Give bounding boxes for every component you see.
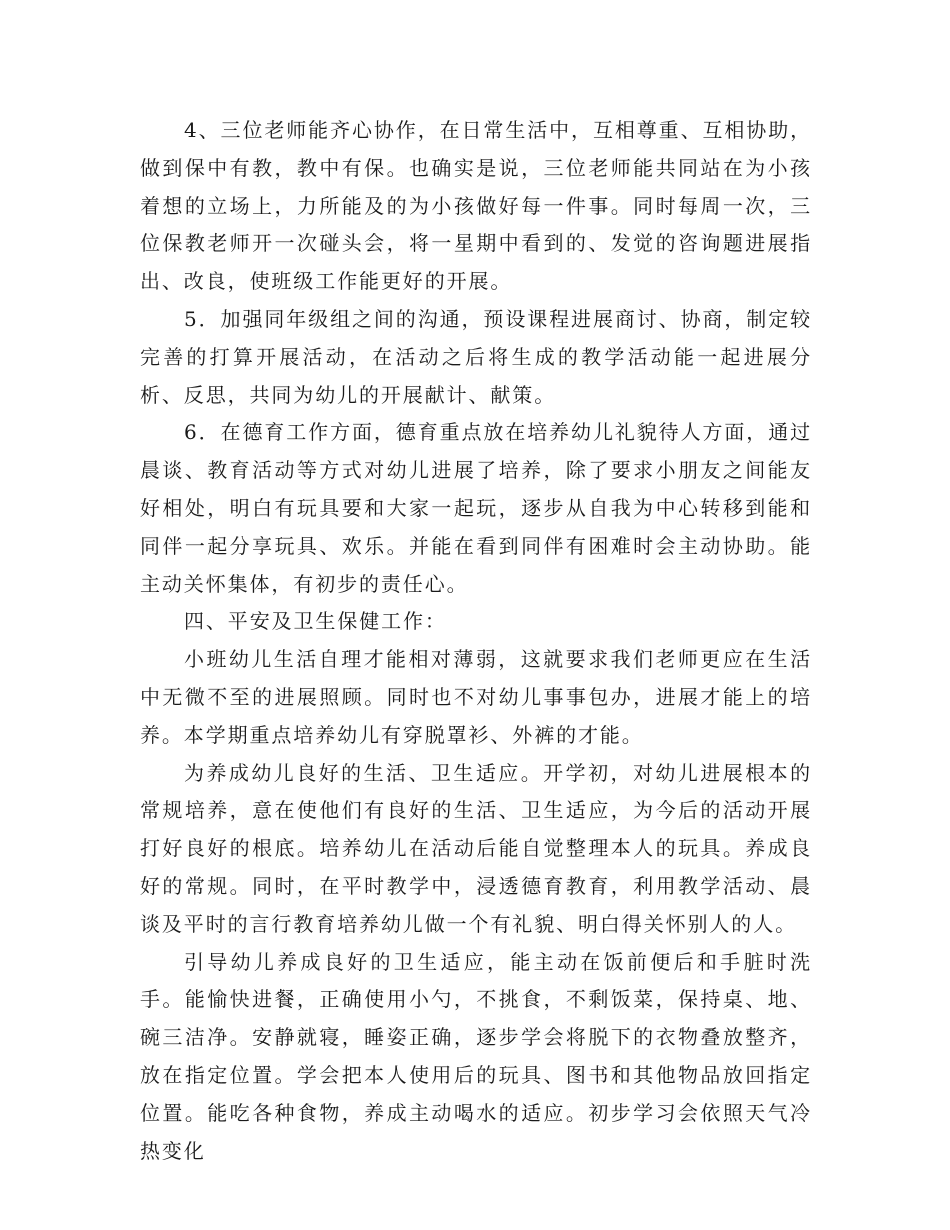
paragraph-hygiene-habits: 引导幼儿养成良好的卫生适应，能主动在饭前便后和手脏时洗手。能愉快进餐，正确使用小勺，不挑食，不剩饭菜，保持桌、地、碗三洁净。安静就寝，睡姿正确，逐步学会将脱下的衣物叠放整齐，放在指定位置。学会把本人使用后的玩具、图书和其他物品放回指定位置。能吃各种食物，养成主动喝水的适应。初步学习会依照天气冷热变化 (140, 949, 812, 1163)
paragraph-habits-routine: 为养成幼儿良好的生活、卫生适应。开学初，对幼儿进展根本的常规培养，意在使他们有良好的生活、卫生适应，为今后的活动开展打好良好的根底。培养幼儿在活动后能自觉整理本人的玩具。养成良好的常规。同时，在平时教学中，浸透德育教育，利用教学活动、晨谈及平时的言行教育培养幼儿做一个有礼貌、明白得关怀别人的人。 (140, 760, 812, 936)
section-heading-safety-health: 四、平安及卫生保健工作： (184, 609, 447, 634)
paragraph-grade-communication: 5．加强同年级组之间的沟通，预设课程进展商讨、协商，制定较完善的打算开展活动，在活动之后将生成的教学活动能一起进展分析、反思，共同为幼儿的开展献计、献策。 (140, 306, 812, 407)
paragraph-self-care: 小班幼儿生活自理才能相对薄弱，这就要求我们老师更应在生活中无微不至的进展照顾。同时也不对幼儿事事包办，进展才能上的培养。本学期重点培养幼儿有穿脱罩衫、外裤的才能。 (140, 647, 812, 747)
paragraph-teacher-cooperation: 4、三位老师能齐心协作，在日常生活中，互相尊重、互相协助，做到保中有教，教中有保。也确实是说，三位老师能共同站在为小孩着想的立场上，力所能及的为小孩做好每一件事。同时每周一次，三位保教老师开一次碰头会，将一星期中看到的、发觉的咨询题进展指出、改良，使班级工作能更好的开展。 (140, 118, 812, 294)
document-body (140, 112, 812, 1170)
paragraph-moral-education: 6．在德育工作方面，德育重点放在培养幼儿礼貌待人方面，通过晨谈、教育活动等方式对幼儿进展了培养，除了要求小朋友之间能友好相处，明白有玩具要和大家一起玩，逐步从自我为中心转移到能和同伴一起分享玩具、欢乐。并能在看到同伴有困难时会主动协助。能主动关怀集体，有初步的责任心。 (140, 420, 812, 596)
